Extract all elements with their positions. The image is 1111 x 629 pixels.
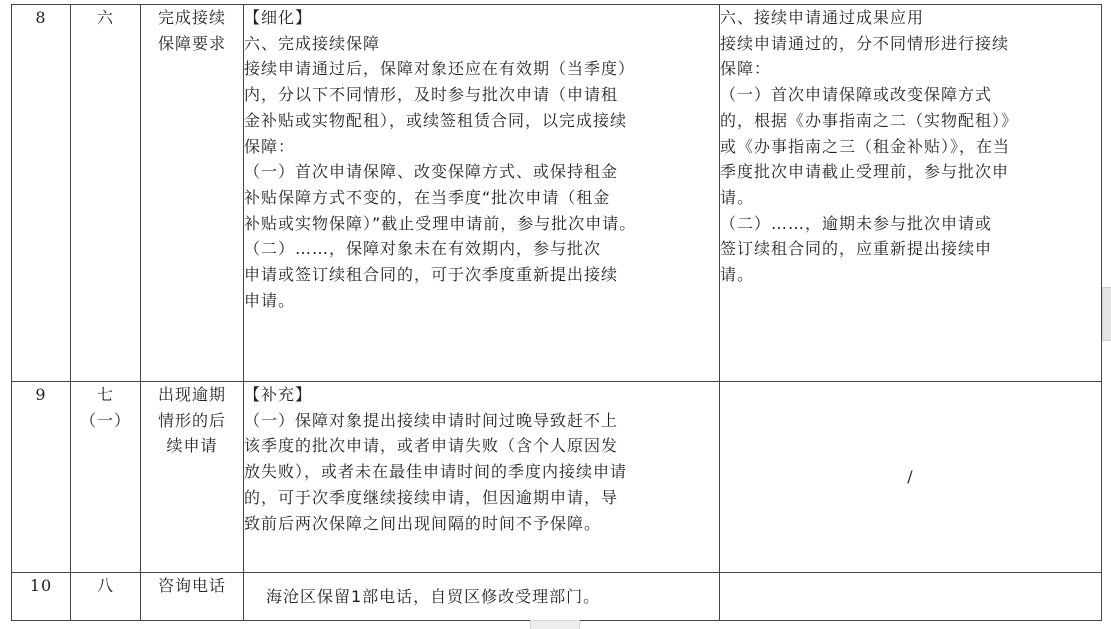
- item-line: 保障要求: [157, 33, 226, 53]
- revised-content: [244, 5, 720, 382]
- content-line: 金补贴或实物配租），或续签租赁合同，以完成接续: [244, 110, 628, 130]
- content-line: 【补充】: [244, 385, 313, 404]
- content-line: （一）首次申请保障、改变保障方式、或保持租金: [244, 162, 619, 182]
- scrollbar-thumb[interactable]: [1102, 287, 1111, 341]
- table-row: [12, 5, 1102, 382]
- original-content: [720, 5, 1102, 382]
- content-line: 申请。: [244, 290, 296, 310]
- section-number: 八: [71, 573, 141, 621]
- table-row: [12, 382, 1102, 573]
- revised-content: [244, 382, 720, 573]
- original-content: [720, 573, 1102, 621]
- revised-content: 海沧区保留1部电话，自贸区修改受理部门。: [244, 573, 720, 621]
- item-line: 出现逾期: [157, 385, 226, 404]
- section-line: 七: [96, 385, 114, 404]
- content-line: 六、接续申请通过成果应用: [720, 8, 925, 27]
- content-line: 签订续租合同的，应重新提出接续申: [720, 239, 993, 259]
- item-name: 咨询电话: [141, 573, 244, 621]
- item-name: [141, 5, 244, 382]
- content-line: 【细化】: [244, 8, 313, 27]
- content-line: 致前后两次保障之间出现间隔的时间不予保障。: [244, 513, 602, 533]
- row-number: 9: [12, 382, 71, 573]
- content-line: 接续申请通过后，保障对象还应在有效期（当季度）: [244, 59, 636, 79]
- content-line: 季度批次申请截止受理前，参与批次申: [720, 162, 1010, 182]
- content-line: 接续申请通过的，分不同情形进行接续: [720, 33, 1010, 53]
- content-line: 的，根据《办事指南之二（实物配租）》: [720, 110, 1019, 130]
- content-line: （一）首次申请保障或改变保障方式: [720, 85, 993, 105]
- item-line: 续申请: [166, 436, 218, 456]
- row-number: 8: [12, 5, 71, 382]
- content-line: 请。: [720, 187, 755, 207]
- content-line: 或《办事指南之三（租金补贴）》，在当: [720, 136, 1011, 156]
- content-line: 申请或签订续租合同的，可于次季度重新提出接续: [244, 265, 619, 285]
- content-line: （二）……，逾期未参与批次申请或: [720, 213, 993, 233]
- section-number: [71, 382, 141, 573]
- content-line: 补贴或实物保障）”截止受理申请前，参与批次申请。: [244, 213, 637, 233]
- section-number: 六: [71, 5, 141, 382]
- content-line: 六、完成接续保障: [244, 33, 381, 53]
- original-content: /: [720, 382, 1102, 573]
- content-line: 保障：: [244, 136, 296, 156]
- content-line: 保障：: [720, 59, 772, 79]
- item-line: 情形的后: [157, 410, 226, 430]
- item-line: 完成接续: [157, 8, 226, 27]
- content-line: （一）保障对象提出接续申请时间过晚导致赶不上: [244, 410, 619, 430]
- table-row: [12, 573, 1102, 621]
- content-line: 请。: [720, 265, 755, 285]
- content-table: [11, 4, 1102, 621]
- section-line: （一）: [79, 410, 131, 430]
- content-line: 内，分以下不同情形，及时参与批次申请（申请租: [244, 85, 619, 105]
- content-line: 该季度的批次申请，或者申请失败（含个人原因发: [244, 436, 619, 456]
- item-name: [141, 382, 244, 573]
- content-line: （二）……，保障对象未在有效期内，参与批次: [244, 239, 602, 259]
- content-line: 放失败），或者未在最佳申请时间的季度内接续申请: [244, 462, 628, 482]
- content-line: 补贴保障方式不变的，在当季度“批次申请（租金: [244, 187, 611, 207]
- row-number: 10: [12, 573, 71, 621]
- content-line: 的，可于次季度继续接续申请，但因逾期申请，导: [244, 487, 619, 507]
